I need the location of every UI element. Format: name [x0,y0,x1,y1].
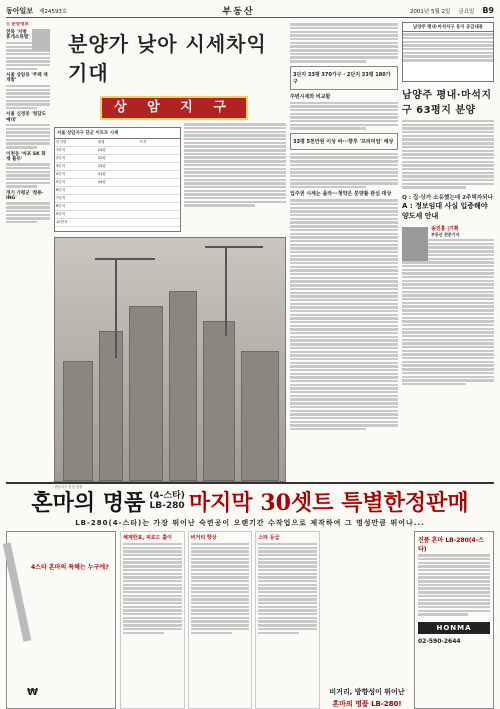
article-body [184,122,286,232]
article-block [6,112,50,148]
ad-title-c: 마지막 30셋트 특별한정판매 [188,489,469,516]
highlight-box [290,133,398,150]
left-column [6,22,50,352]
middle-column [290,22,398,477]
district-banner: 상 암 지 구 [100,96,248,120]
ad-slogan-line: 비거리, 방향성이 뛰어난 [329,688,405,696]
qa-question: Q : 집·상가 소유했는데 2주택자되나 [402,194,494,201]
table-row: 4단지 41평 [55,171,180,179]
ad-badge: 4스타 혼마의 특혜는 누구에? [31,564,109,571]
table-row: 5단지 44평 [55,179,180,187]
photo-caption: 상암지구 건설 현장 [54,485,83,489]
table-row: 9단지 [55,211,180,219]
highlight-box [290,66,398,90]
weekday: 금요일 [458,8,475,15]
ad-copy-heading: 스타 등급 [258,535,280,541]
ad-product-panel [6,531,116,709]
ad-slogan-line: 혼마의 명품 LB-280! [332,700,402,708]
subheading: 3단지 33평 370가구 · 2단지 33평 180가구 [293,71,391,85]
main-article [54,22,286,489]
article-heading: 전북 '지방 휴게소특별' [6,30,30,41]
ad-copy-column [188,531,253,709]
subheading: 33평 5천만원 이상 싸···향후 '프리미엄' 예상 [293,138,394,145]
ad-title-a: 혼마의 명품 [31,489,146,516]
ad-slogan [324,531,410,709]
golf-club-advertisement [6,482,494,708]
table-row: 1단지 24평 [55,147,180,155]
subheading: 입주권 시세는 올라···청약은 분양률 관심 대상 [290,191,392,198]
table-row: 6단지 [55,187,180,195]
column-kicker: ◎ 분양정보 [6,22,29,27]
table-row: 2단지 32평 [55,155,180,163]
article-heading: 서울 상암동 '주택 재개발' [6,73,48,84]
table-row: 3단지 33평 [55,163,180,171]
article-heading: 경기 가평군 '청룡-ING' [6,190,44,201]
table-row: 7단지 [55,195,180,203]
article-block [6,73,50,109]
ad-copy-heading: 비거리 향상 [190,535,217,541]
article-block [6,191,50,224]
order-phone: 02-590-2644 [418,637,461,645]
qa-answer: A : 정보임대 사실 입증해야 양도세 안내 [402,201,488,220]
newspaper-name: 동아일보 [6,6,34,15]
page-number: B9 [482,6,494,15]
ad-title-b: (4-스타) LB-280 [149,491,185,511]
construction-photo [54,237,286,482]
price-table [54,127,181,232]
golf-club-image [3,542,32,641]
supply-table [402,22,494,82]
article-heading: 이천동 '마포 SK 화재 블루' [6,151,46,162]
ad-subtitle: LB-280(4-스타)는 가장 뛰어난 숙련공이 오랜기간 수작업으로 제작하여 그 명성만큼 뛰어나... [75,519,425,527]
section-title: 부동산 [222,7,255,17]
table-row: 단지명 평형 가격 [55,139,180,147]
article-block [6,152,50,188]
ad-copy-column [255,531,320,709]
portrait-photo [32,29,50,51]
ad-copy-columns [120,531,320,709]
brand-logo: HONMA [418,622,490,634]
ad-copy-heading: 체계한표, 피로드 홀이 [123,535,172,541]
ad-title [6,484,494,518]
ad-order-panel [414,531,494,709]
section-headline: 남양주 평내·마석지구 63평지 분양 [402,90,492,116]
main-headline: 분양가 낮아 시세차익 기대 [68,32,267,85]
article-heading: 서울 신정동 '청담도예대' [6,112,47,123]
price-symbol: ₩ [27,687,39,698]
issue-number: 제24593호 [39,8,68,15]
author-photo [402,227,428,261]
ad-order-heading: 진품 혼마 LB-280(4-스타) [418,537,484,553]
author-name: 송진홍 |기획 [431,225,459,232]
right-column [402,22,494,477]
table-row: 10단지 [55,219,180,227]
table-row: 8단지 [55,203,180,211]
ad-copy-column [120,531,185,709]
table-title: 남양주 평내·마석지구 동지 공급내용 [403,23,493,32]
subheading: 주변시세와 비교할 [290,93,331,100]
qa-block [402,193,494,221]
date: 2001년 5월 2일 [409,8,451,15]
table-title: 서울 상암지구 단군 이트트 시세 [55,128,180,139]
page-header [6,4,494,18]
author-title: 부동산 전문기자 [431,231,460,237]
